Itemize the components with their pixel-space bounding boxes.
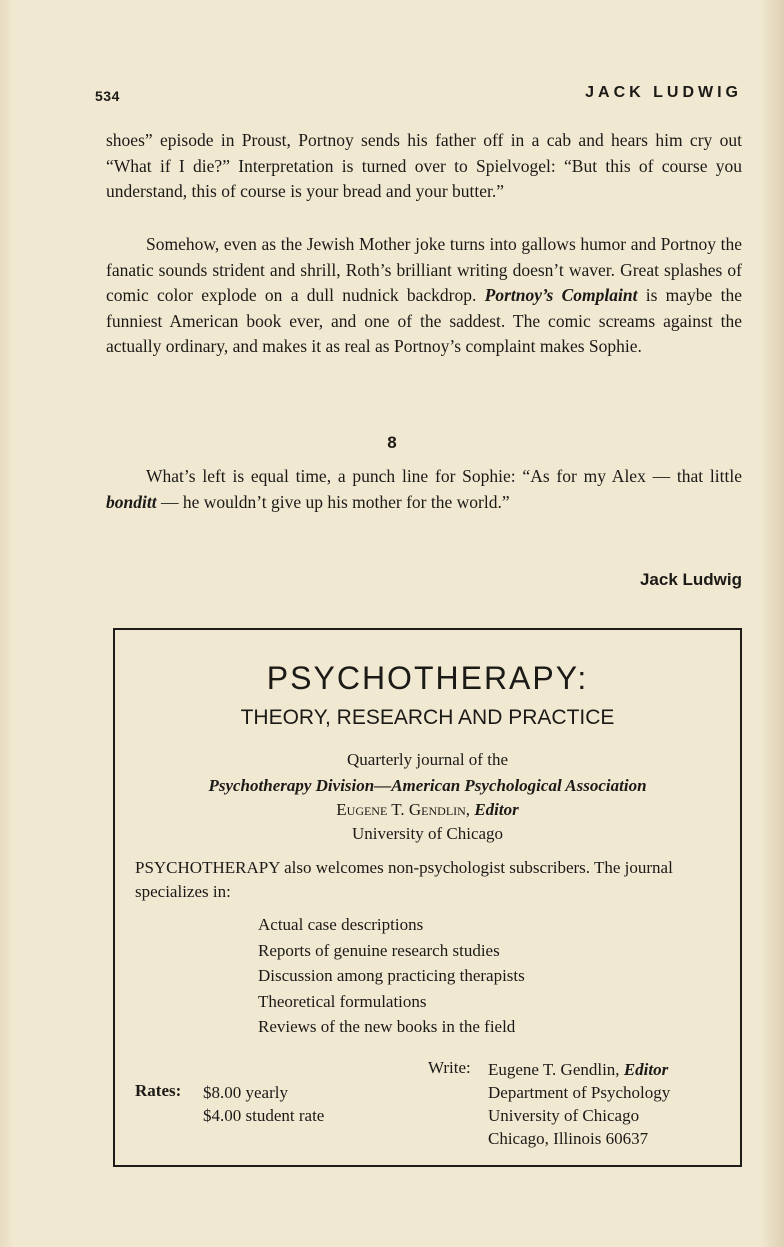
section-number: 8 <box>387 433 397 452</box>
ad-division-line: Psychotherapy Division—American Psychological Association <box>208 776 647 795</box>
list-item: Discussion among practicing therapists <box>258 966 525 985</box>
paragraph-2 <box>106 232 742 360</box>
contact-line: Chicago, Illinois 60637 <box>488 1129 649 1148</box>
ad-university-line: University of Chicago <box>351 824 504 843</box>
contact-address <box>488 1058 670 1150</box>
paragraph-2-text-a: Somehow, even as the Jewish Mother joke turns into gallows humor and Portnoy the fanatic sounds strident and shrill, Roth’s brilliant writing doesn’t waver. Great splashes of comic color explode on a dull nudnick backdrop. <box>106 234 742 305</box>
editor-role: Editor <box>474 800 519 819</box>
contact-line: University of Chicago <box>488 1106 640 1125</box>
rate-item: $8.00 yearly <box>203 1083 288 1102</box>
ad-subtitle: THEORY, RESEARCH AND PRACTICE <box>240 706 615 729</box>
list-item: Theoretical formulations <box>258 991 427 1011</box>
rate-item: $4.00 student rate <box>203 1106 325 1125</box>
italic-word: bonditt <box>106 491 157 512</box>
ad-journal-line: Quarterly journal of the <box>347 750 508 769</box>
list-item: Reports of genuine research studies <box>258 940 500 960</box>
contact-role: Editor <box>623 1060 669 1079</box>
list-item: Actual case descriptions <box>258 915 424 934</box>
editor-name: Eugene T. Gendlin, <box>336 800 471 819</box>
ad-title: PSYCHOTHERAPY: <box>266 660 589 696</box>
paragraph-2-text-b: is maybe the funniest American book ever, and one of the saddest. The comic screams against the actually ordinary, and makes it as real as Portnoy’s complaint makes Sophie. <box>106 285 742 356</box>
author-signature: Jack Ludwig <box>639 570 742 589</box>
paragraph-1: shoes” episode in Proust, Portnoy sends his father off in a cab and hears him cry out “What if I die?” Interpretation is turned over to Spielvogel: “But this of course you understand, this of course is your bread and your butter.” <box>106 130 742 201</box>
paragraph-3-text-b: — he wouldn’t give up his mother for the world.” <box>156 491 510 512</box>
specialties-list <box>258 912 525 1040</box>
book-title: Portnoy’s Complaint <box>484 285 638 305</box>
ad-intro: PSYCHOTHERAPY also welcomes non-psychologist subscribers. The journal specializes in: <box>135 858 673 901</box>
rates-values <box>203 1081 324 1127</box>
ad-editor-line <box>115 800 740 820</box>
list-item: Reviews of the new books in the field <box>258 1017 516 1036</box>
paragraph-3 <box>106 464 742 515</box>
running-title: JACK LUDWIG <box>585 84 742 101</box>
contact-name-line <box>488 1058 670 1081</box>
paragraph-3-text-a: What’s left is equal time, a punch line for Sophie: “As for my Alex — that little <box>146 466 742 486</box>
contact-name: Eugene T. Gendlin, <box>488 1060 620 1079</box>
contact-line: Department of Psychology <box>488 1083 671 1102</box>
rates-label: Rates: <box>135 1081 182 1100</box>
write-label: Write: <box>428 1058 471 1077</box>
page-number: 534 <box>95 88 120 104</box>
advertisement-box <box>113 628 742 1167</box>
